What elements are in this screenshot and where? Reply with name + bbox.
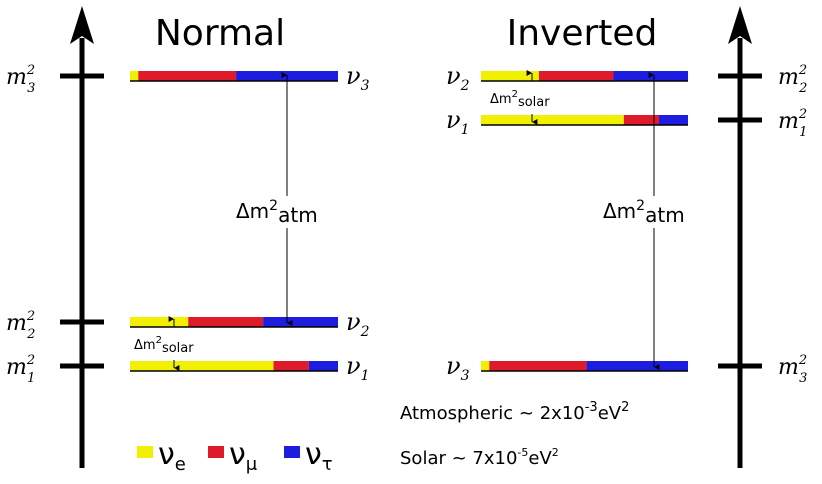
nu-e-segment: [481, 71, 539, 81]
legend-label-nu-mu: $\nu_\mu$: [229, 437, 258, 475]
nu-tau-swatch: [284, 446, 300, 458]
mass-label: $m^2$ 1: [778, 107, 808, 140]
nu-e-segment: [130, 317, 188, 327]
legend-label-nu-tau: $\nu_\tau$: [305, 437, 333, 475]
normal-level-bar-1: [130, 71, 338, 81]
nu-mu-segment: [489, 361, 586, 371]
atm-splitting-label: $\Delta m^2atm$: [236, 198, 318, 227]
atmospheric-note: Atmospheric ~ $2x10^{-3}eV^2$: [400, 400, 630, 424]
nu-mu-segment: [188, 317, 263, 327]
neutrino-label: $\nu_1$: [446, 106, 470, 138]
normal-title: Normal: [154, 13, 286, 54]
nu-tau-segment: [309, 361, 338, 371]
flavor-legend: [137, 437, 333, 475]
normal-neutrino-labels: [346, 62, 370, 384]
inverted-mass-labels: [778, 63, 807, 386]
mass-label: $m^2$ 3: [778, 353, 808, 386]
nu-tau-segment: [613, 71, 688, 81]
nu-tau-segment: [659, 115, 688, 125]
nu-mu-segment: [274, 361, 309, 371]
right-mass-axis: [718, 6, 762, 468]
nu-mu-segment: [138, 71, 236, 81]
nu-mu-segment: [539, 71, 614, 81]
inverted-neutrino-labels: [446, 62, 470, 384]
nu-e-segment: [481, 115, 624, 125]
neutrino-label: $\nu_2$: [346, 308, 370, 340]
normal-mass-labels: [6, 63, 35, 386]
legend-label-nu-e: $\nu_e$: [158, 437, 186, 475]
nu-tau-segment: [263, 317, 338, 327]
inverted-title: Inverted: [506, 13, 658, 54]
solar-note: Solar ~ $7x10^{-5}eV^2$: [400, 446, 559, 469]
nu-tau-segment: [587, 361, 688, 371]
neutrino-label: $\nu_3$: [346, 62, 370, 94]
neutrino-label: $\nu_2$: [446, 62, 470, 94]
normal-atm-splitting: [236, 75, 318, 323]
left-mass-axis: [60, 6, 104, 468]
inverted-level-bar-1: [481, 71, 688, 81]
atm-splitting-label: $\Delta m^2atm$: [603, 198, 685, 227]
normal-level-bar-2: [130, 317, 338, 327]
nu-e-segment: [130, 361, 274, 371]
nu-e-segment: [481, 361, 489, 371]
solar-splitting-label: $\Delta m^2solar$: [490, 89, 550, 110]
mass-label: $m^2$ 2: [6, 309, 36, 342]
nu-e-swatch: [137, 446, 153, 458]
mass-label: $m^2$ 2: [778, 63, 808, 96]
nu-e-segment: [130, 71, 138, 81]
inverted-level-bar-2: [481, 115, 688, 125]
neutrino-label: $\nu_3$: [446, 352, 470, 384]
inverted-level-bar-3: [481, 361, 688, 371]
solar-splitting-label: $\Delta m^2solar$: [134, 335, 194, 356]
splitting-values-notes: [400, 400, 629, 469]
normal-level-bar-3: [130, 361, 338, 371]
nu-mu-swatch: [208, 446, 224, 458]
mass-label: $m^2$ 1: [6, 353, 36, 386]
mass-label: $m^2$ 3: [6, 63, 36, 96]
neutrino-label: $\nu_1$: [346, 352, 370, 384]
